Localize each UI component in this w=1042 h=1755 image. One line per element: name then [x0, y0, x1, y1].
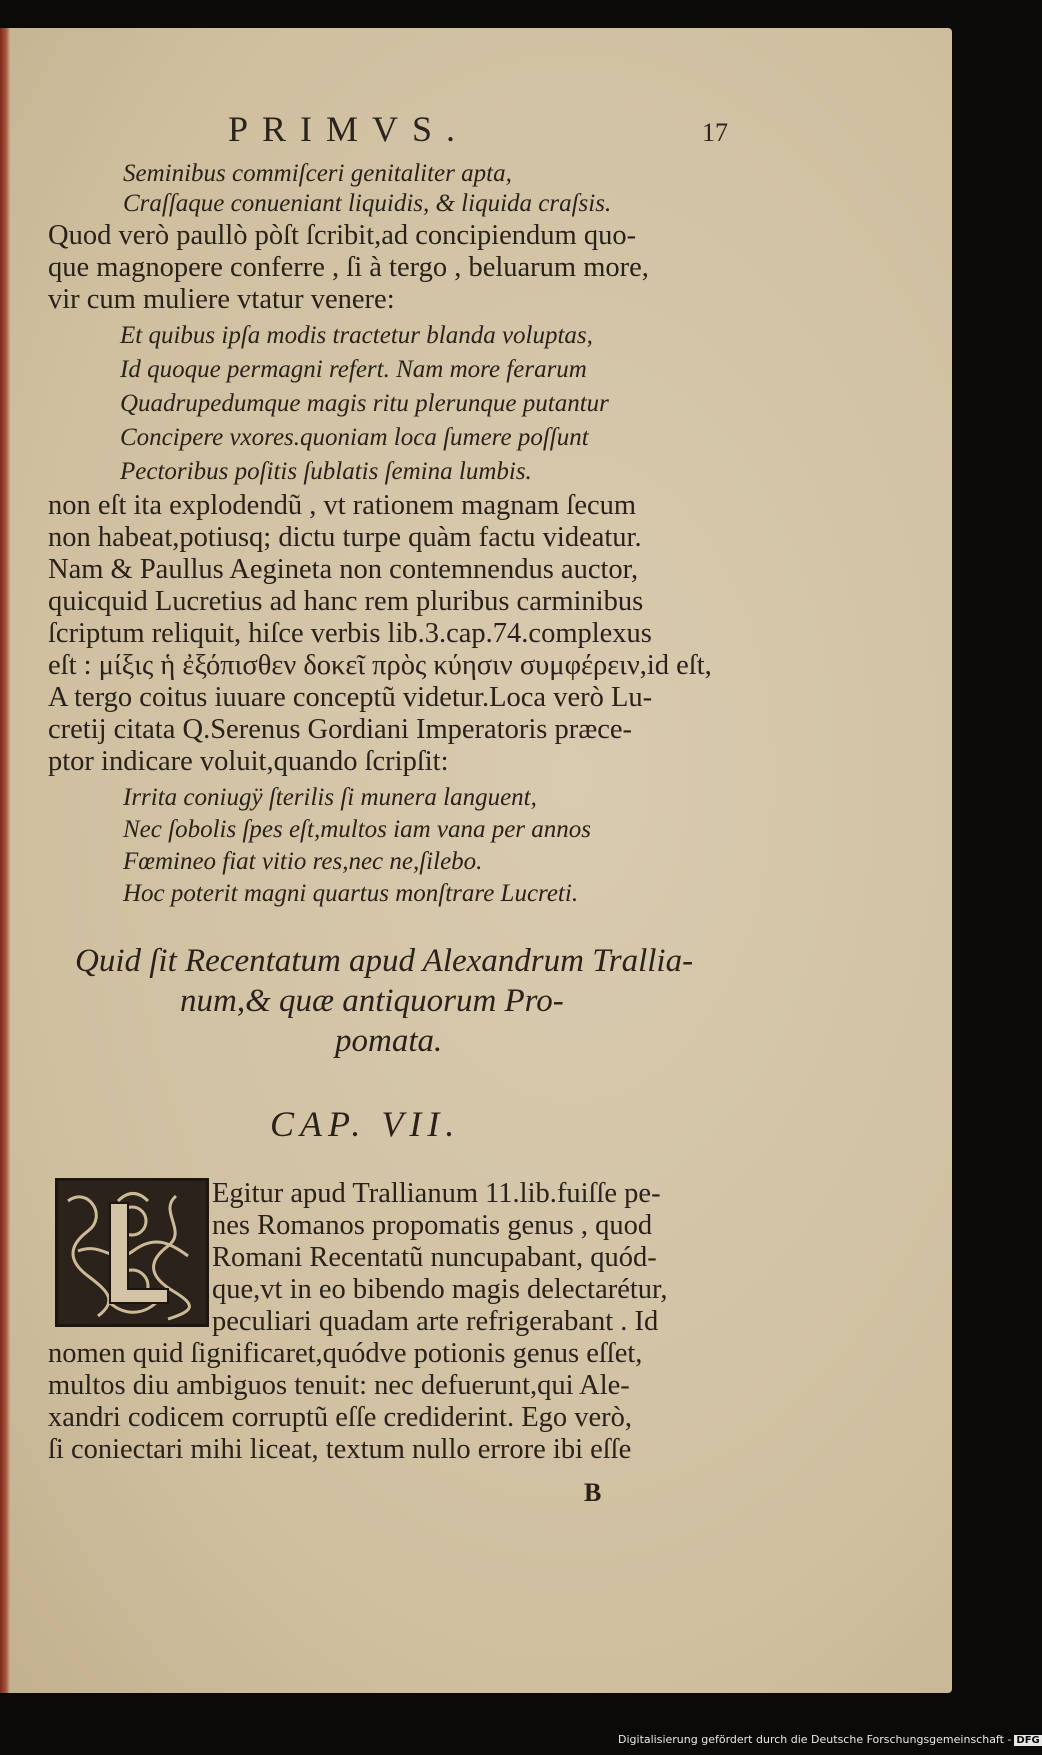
text-line: Fœmineo fiat vitio res,nec ne,ſilebo.: [123, 848, 483, 875]
text-line: nes Romanos propomatis genus , quod: [212, 1210, 653, 1241]
text-line: Nam & Paullus Aegineta non contemnendus auctor,: [48, 554, 639, 585]
text-line: nomen quid ſignificaret,quódve potionis genus eſſet,: [48, 1338, 643, 1369]
page-edge: [0, 28, 10, 1693]
chapter-heading-line: Quid ſit Recentatum apud Alexandrum Trallia-: [75, 943, 694, 979]
decorated-initial: [55, 1178, 209, 1327]
text-line: Id quoque permagni refert. Nam more ferarum: [120, 356, 587, 383]
text-line: que magnopere conferre , ſi à tergo , beluarum more,: [48, 252, 649, 283]
text-line: Quadrupedumque magis ritu plerunque putantur: [120, 390, 609, 417]
text-line: ptor indicare voluit,quando ſcripſit:: [48, 746, 449, 777]
text-line: vir cum muliere vtatur venere:: [48, 284, 395, 315]
text-line: eſt : μίξις ἡ ἐξόπισθεν δοκεῖ πρὸς κύησιν συμφέρειν,id eſt,: [48, 650, 712, 681]
text-line: Seminibus commiſceri genitaliter apta,: [123, 160, 512, 187]
dfg-logo: DFG: [1016, 1735, 1040, 1746]
text-line: Hoc poterit magni quartus monſtrare Lucreti.: [123, 880, 579, 907]
text-line: Irrita coniugÿ ſterilis ſi munera languent,: [123, 784, 537, 811]
book-page: [0, 28, 952, 1693]
text-line: ſcriptum reliquit, hiſce verbis lib.3.cap.74.complexus: [48, 618, 652, 649]
chapter-heading-line: pomata.: [335, 1023, 443, 1059]
text-line: non eſt ita explodendũ , vt rationem magnam ſecum: [48, 490, 637, 521]
text-line: non habeat,potiusq; dictu turpe quàm factu videatur.: [48, 522, 642, 553]
text-line: Et quibus ipſa modis tractetur blanda voluptas,: [120, 322, 593, 349]
text-line: Craſſaque conueniant liquidis, & liquida craſsis.: [123, 190, 612, 217]
page-number: 17: [702, 118, 728, 147]
chapter-heading-line: num,& quæ antiquorum Pro-: [180, 983, 564, 1019]
text-line: peculiari quadam arte refrigerabant . Id: [212, 1306, 659, 1337]
text-line: Quod verò paullò pòſt ſcribit,ad concipiendum quo-: [48, 220, 637, 251]
text-line: que,vt in eo bibendo magis delectarétur,: [212, 1274, 668, 1305]
text-line: multos diu ambiguos tenuit: nec defuerunt,qui Ale-: [48, 1370, 630, 1401]
text-line: Pectoribus poſitis ſublatis ſemina lumbis.: [120, 458, 532, 485]
text-line: cretij citata Q.Serenus Gordiani Imperatoris præce-: [48, 714, 633, 745]
ornament-initial-icon: [58, 1181, 206, 1324]
credit-text: Digitalisierung gefördert durch die Deutsche Forschungsgemeinschaft -: [618, 1733, 1012, 1746]
text-line: quicquid Lucretius ad hanc rem pluribus carminibus: [48, 586, 644, 617]
text-line: A tergo coitus iuuare conceptũ videtur.Loca verò Lu-: [48, 682, 653, 713]
text-line: Romani Recentatũ nuncupabant, quód-: [212, 1242, 657, 1273]
digitization-credit: [618, 1733, 1042, 1746]
running-head: PRIMVS.: [228, 109, 470, 149]
text-line: ſi coniectari mihi liceat, textum nullo errore ibi eſſe: [48, 1434, 632, 1465]
text-line: xandri codicem corruptũ eſſe crediderint. Ego verò,: [48, 1402, 633, 1433]
text-line: Concipere vxores.quoniam loca ſumere poſſunt: [120, 424, 589, 451]
signature-mark: B: [584, 1478, 602, 1507]
text-line: Nec ſobolis ſpes eſt,multos iam vana per annos: [123, 816, 592, 843]
text-line: Egitur apud Trallianum 11.lib.fuiſſe pe-: [212, 1178, 661, 1209]
chapter-number: CAP. VII.: [270, 1104, 461, 1144]
